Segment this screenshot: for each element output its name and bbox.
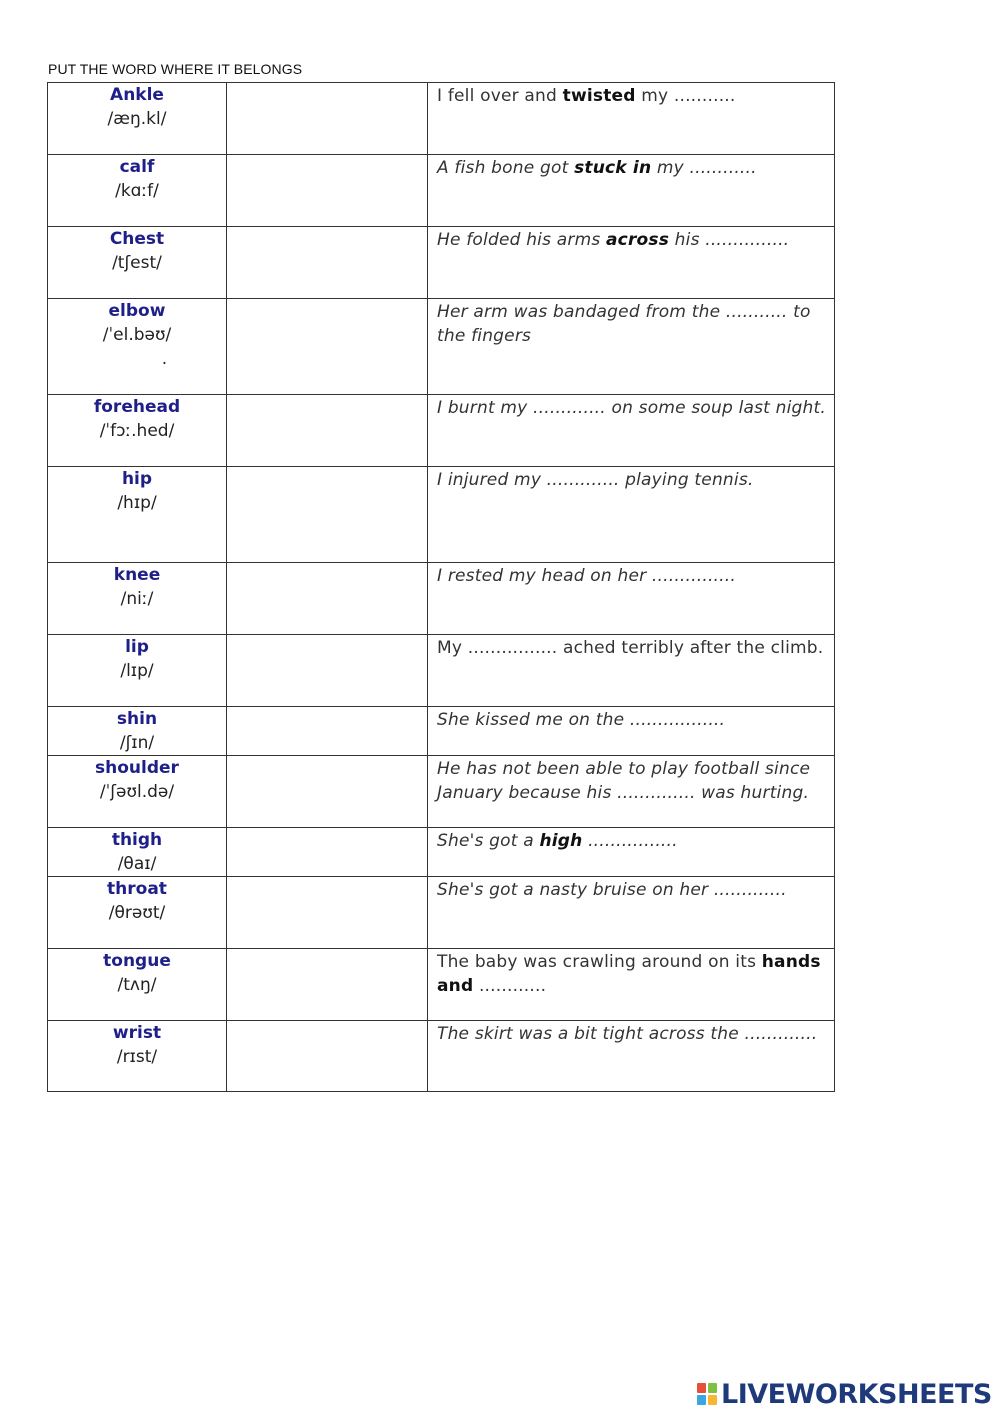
sentence-text: He folded his arms [437, 230, 606, 250]
phonetic-transcription: /lɪp/ [120, 661, 154, 681]
answer-drop-zone[interactable] [227, 877, 428, 949]
vocab-word: Ankle [110, 85, 164, 105]
sentence-keyword: twisted [562, 86, 636, 106]
sentence-keyword: stuck in [574, 158, 652, 178]
answer-drop-zone[interactable] [227, 155, 428, 227]
sentence-cell [428, 227, 835, 299]
answer-drop-zone[interactable] [227, 467, 428, 563]
phonetic-transcription: /θrəʊt/ [108, 903, 166, 923]
answer-drop-zone[interactable] [227, 635, 428, 707]
table-row [48, 227, 835, 299]
vocab-word: shin [116, 709, 158, 729]
logo-mark-icon [697, 1382, 719, 1406]
phonetic-transcription: /tʌŋ/ [117, 975, 157, 995]
page-title: PUT THE WORD WHERE IT BELONGS [48, 61, 303, 77]
logo-square-yellow [708, 1395, 717, 1405]
word-cell [48, 227, 227, 299]
phonetic-transcription: /niː/ [120, 589, 154, 609]
word-cell [48, 395, 227, 467]
answer-drop-zone[interactable] [227, 828, 428, 877]
table-row [48, 707, 835, 756]
vocab-word: hip [121, 469, 153, 489]
vocab-word: forehead [93, 397, 181, 417]
sentence-text: I fell over and [437, 86, 563, 106]
answer-drop-zone[interactable] [227, 83, 428, 155]
answer-drop-zone[interactable] [227, 395, 428, 467]
sentence-text: ............ [473, 976, 547, 996]
sentence-text: She's got a nasty bruise on her ............. [437, 880, 787, 900]
vocab-word: throat [107, 879, 167, 899]
stray-dot: . [161, 349, 168, 369]
liveworksheets-logo [697, 1378, 992, 1410]
sentence-cell [428, 828, 835, 877]
table-row [48, 299, 835, 395]
logo-text: LIVEWORKSHEETS [721, 1378, 992, 1410]
sentence-text: My ................ ached terribly after the climb. [437, 638, 824, 658]
vocab-word: shoulder [95, 758, 179, 778]
sentence-cell [428, 635, 835, 707]
vocab-word: lip [125, 637, 149, 657]
word-cell [48, 155, 227, 227]
sentence-text: She kissed me on the ................. [437, 710, 726, 730]
sentence-cell [428, 83, 835, 155]
sentence-text: ................ [582, 831, 678, 851]
answer-drop-zone[interactable] [227, 756, 428, 828]
worksheet-table [47, 82, 835, 1092]
answer-drop-zone[interactable] [227, 563, 428, 635]
phonetic-transcription: /ʃɪn/ [119, 733, 155, 753]
answer-drop-zone[interactable] [227, 1021, 428, 1092]
phonetic-transcription: /ˈʃəʊl.də/ [99, 782, 175, 802]
word-cell [48, 563, 227, 635]
answer-drop-zone[interactable] [227, 299, 428, 395]
sentence-cell [428, 1021, 835, 1092]
table-row [48, 395, 835, 467]
logo-square-red [697, 1383, 706, 1393]
phonetic-transcription: /θaɪ/ [117, 854, 157, 874]
sentence-text: my ............ [651, 158, 757, 178]
sentence-text: The skirt was a bit tight across the ............. [437, 1024, 818, 1044]
table-row [48, 563, 835, 635]
sentence-text: I injured my ............. playing tennis. [437, 470, 754, 490]
vocab-word: Chest [109, 229, 165, 249]
sentence-cell [428, 467, 835, 563]
table-row [48, 467, 835, 563]
vocab-word: elbow [108, 301, 166, 321]
word-cell [48, 635, 227, 707]
phonetic-transcription: /tʃest/ [112, 253, 162, 273]
answer-drop-zone[interactable] [227, 227, 428, 299]
phonetic-transcription: /hɪp/ [117, 493, 157, 513]
sentence-text: A fish bone got [437, 158, 575, 178]
vocab-word: calf [119, 157, 155, 177]
logo-square-blue [697, 1395, 706, 1405]
sentence-keyword: high [539, 831, 583, 851]
sentence-text: The baby was crawling around on its [437, 952, 762, 972]
sentence-keyword: hands and [437, 952, 821, 996]
sentence-text: my ........... [635, 86, 736, 106]
word-cell [48, 828, 227, 877]
vocab-word: wrist [112, 1023, 162, 1043]
answer-drop-zone[interactable] [227, 707, 428, 756]
table-row [48, 877, 835, 949]
table-row [48, 756, 835, 828]
sentence-text: He has not been able to play football since January because his .............. was hurting. [437, 759, 811, 803]
sentence-keyword: across [606, 230, 670, 250]
sentence-cell [428, 563, 835, 635]
vocab-word: thigh [111, 830, 163, 850]
word-cell [48, 877, 227, 949]
sentence-text: She's got a [437, 831, 540, 851]
sentence-cell [428, 155, 835, 227]
sentence-cell [428, 707, 835, 756]
answer-drop-zone[interactable] [227, 949, 428, 1021]
word-cell [48, 83, 227, 155]
word-cell [48, 467, 227, 563]
sentence-text: I rested my head on her ............... [437, 566, 736, 586]
table-row [48, 155, 835, 227]
table-row [48, 83, 835, 155]
table-row [48, 828, 835, 877]
sentence-text: Her arm was bandaged from the ........... to the fingers [437, 302, 811, 346]
word-cell [48, 299, 227, 395]
word-cell [48, 756, 227, 828]
sentence-cell [428, 756, 835, 828]
phonetic-transcription: /kɑːf/ [115, 181, 159, 201]
vocab-word: knee [113, 565, 161, 585]
word-cell [48, 949, 227, 1021]
table-row [48, 635, 835, 707]
phonetic-transcription: /ˈel.bəʊ/ [102, 325, 172, 345]
logo-square-green [708, 1383, 717, 1393]
table-row [48, 949, 835, 1021]
sentence-text: I burnt my ............. on some soup last night. [437, 398, 826, 418]
sentence-cell [428, 299, 835, 395]
sentence-cell [428, 949, 835, 1021]
word-cell [48, 1021, 227, 1092]
phonetic-transcription: /ˈfɔː.hed/ [99, 421, 175, 441]
phonetic-transcription: /rɪst/ [116, 1047, 158, 1067]
vocab-word: tongue [103, 951, 171, 971]
phonetic-transcription: /æŋ.kl/ [107, 109, 167, 129]
sentence-text: his ............... [669, 230, 790, 250]
sentence-cell [428, 877, 835, 949]
table-row [48, 1021, 835, 1092]
word-cell [48, 707, 227, 756]
sentence-cell [428, 395, 835, 467]
